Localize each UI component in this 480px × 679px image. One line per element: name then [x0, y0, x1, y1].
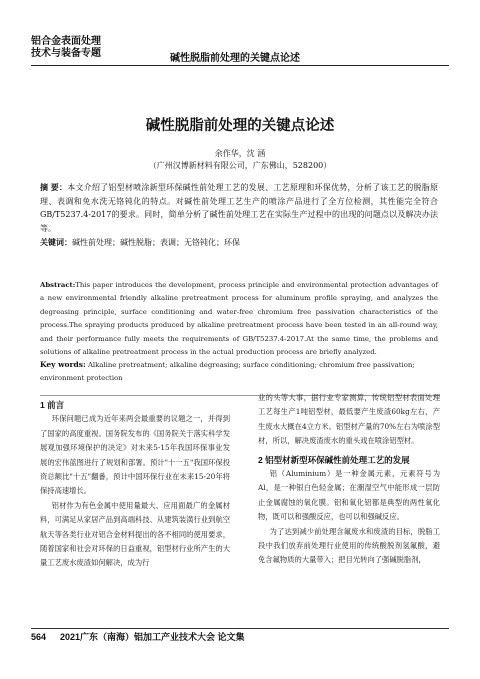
keywords-en-label: Key words:	[40, 360, 86, 369]
article-affiliation: （广州汉博新材料有限公司，广东佛山，528200）	[148, 161, 332, 170]
body-left-column	[40, 391, 230, 571]
section-2-paragraph-1: 铝（Aluminium）是一种金属元素，元素符号为Al，是一种银白色轻金属；在潮湿空气中能形成一层防止金属腐蚀的氧化膜。铝和氧化铝都是典型的两性氧化物，既可以和强酸反应，也可以和强碱反应。	[258, 469, 440, 522]
conference-title: 2021广东（南海）铝加工产业技术大会 论文集	[60, 632, 245, 642]
journal-section-line1: 铝合金表面处理	[31, 36, 101, 47]
section-1-paragraph-1: 环保问题已成为近年来两会最重要的议题之一，并得到了国家的高度重视。国务院发布的《国务院关于落实科学发展观加强环境保护的决定》对未来5-15年我国环保事业发展的宏伟蓝图进行了规划和部署。预计"十一五"我国环保投资总额比"十五"翻番，预计中国环保行业在未来15-20年将保持高速增长。	[40, 414, 230, 496]
keywords-en-text: Alkaline pretreatment; alkaline degreasing; surface conditioning; chromium free passivation; environment protection	[40, 361, 415, 382]
footer-rule	[31, 628, 449, 629]
section-1-paragraph-2: 铝材作为有色金属中使用量最大、应用面最广的金属材料，可满足从家居产品到高端科技、从建筑装潢行业到航空航天等各类行业对铝合金材料提出的各不相同的使用要求，随着国家和社会对环保的日益重视，铝型材行业所产生的大量工艺废水废渣如何解决，成为行	[40, 500, 230, 568]
keywords-cn-text: 碱性前处理；碱性脱脂；表调；无铬钝化；环保	[72, 238, 240, 247]
abstract-cn-text: 本文介绍了铝型材喷涂新型环保碱性前处理工艺的发展、工艺原理和环保优势，分析了该工艺的脱脂原理、表调和免水洗无铬钝化的特点。对碱性前处理工艺生产的喷涂产品进行了全方位检测，其性能完全符合GB/T5237.4-2017的要求。同时，简单分析了碱性前处理工艺在实际生产过程中的出现的问题点以及解决办法等。	[40, 183, 438, 233]
article-title: 碱性脱脂前处理的关键点论述	[145, 118, 335, 134]
journal-section-line2: 技术与装备专题	[31, 48, 101, 59]
section-2-paragraph-2: 为了达到减少前处理含氟废水和废渣的目标，脱脂工段中我们放弃前处理行业使用的传统酸脱剂氢氟酸，避免含氟物质的大量带入；把目光转向了强碱脱脂剂，	[258, 526, 440, 565]
abstract-en-text: This paper introduces the development, process principle and environmental protection advantages of a new environmental friendly alkaline pretreatment process for aluminum profile spraying, and analyzes the degreasing principle, surface conditioning and water-free chromium free passivation characteristics of the process.The spraying products produced by alkaline pretreatment process have been tested in an all-round way, and their performance fully meets the requirements of GB/T5237.4-2017.At the same time, the problems and solutions of alkaline pretreatment process in the actual production process are briefly analyzed.	[40, 281, 438, 357]
abstract-cn-label: 摘 要：	[40, 183, 68, 192]
abstract-en-label: Abstract:	[40, 281, 76, 289]
section-2-heading: 2 铝型材新型环保碱性前处理工艺的发展	[258, 454, 410, 465]
body-right-column	[258, 391, 440, 568]
page-footer	[31, 630, 245, 643]
page-number: 564	[31, 632, 47, 642]
keywords-en	[40, 358, 438, 385]
keywords-cn-label: 关键词：	[40, 238, 72, 247]
running-title: 碱性脱脂前处理的关键点论述	[170, 53, 300, 64]
section-1-heading: 1 前言	[40, 400, 65, 410]
header-rule	[31, 65, 449, 66]
journal-section-label	[31, 36, 101, 60]
keywords-cn	[40, 237, 438, 249]
section-1-paragraph-2-continued: 业的头等大事，据行业专家测算，传统铝型材表面处理工艺每生产1吨铝型材，最低要产生废渣60kg左右，产生废水大概在4立方米。铝型材产量的70%左右为喷涂型材，所以，解决废渣废水的重头戏在喷涂铝型材。	[258, 393, 440, 446]
abstract-cn	[40, 181, 438, 235]
abstract-en	[40, 279, 438, 359]
article-authors: 余作华，沈 涵	[214, 149, 266, 158]
